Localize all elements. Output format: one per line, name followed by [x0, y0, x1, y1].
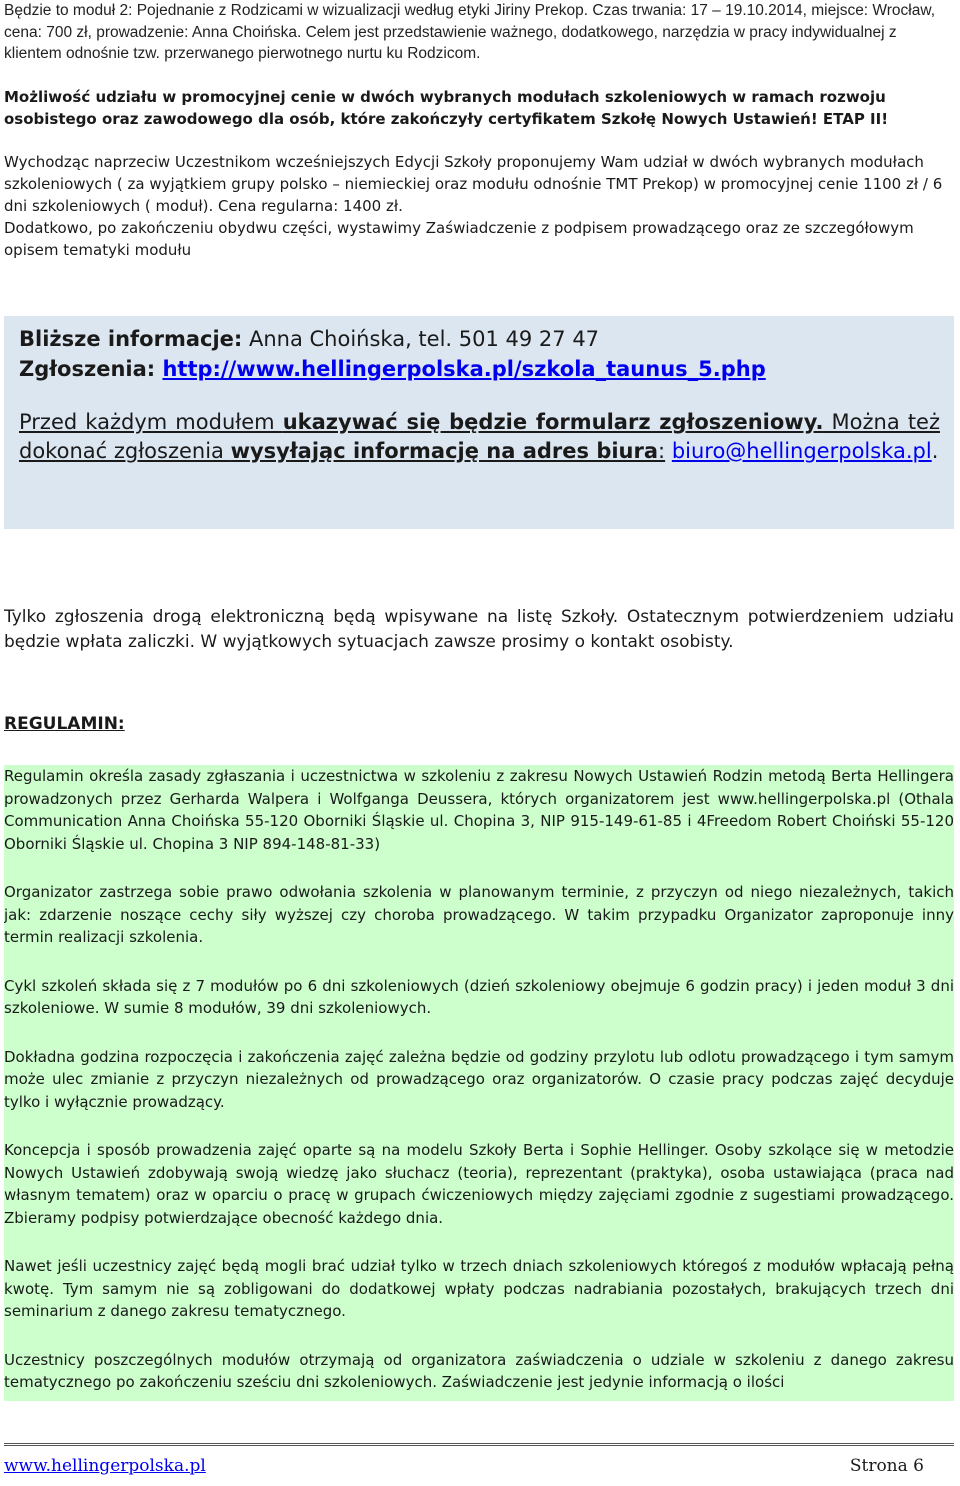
- form-text-5: :: [658, 439, 666, 463]
- registration-note: Tylko zgłoszenia drogą elektroniczną będą wpisywane na listę Szkoły. Ostatecznym potwierdzeniem udziału będzie wpłata zaliczki. W wyjątkowych sytuacjach zawsze prosimy o kontakt osobisty.: [4, 607, 954, 652]
- contact-label: Bliższe informacje:: [19, 327, 243, 351]
- form-text-1: Przed każdym modułem: [19, 410, 283, 434]
- regulamin-paragraph: Koncepcja i sposób prowadzenia zajęć oparte są na modelu Szkoły Berta i Sophie Hellinger. Osoby szkolące się w metodzie Nowych Ustawień zdobywają swoją wiedzę jako słuchacz (teoria), reprezentant (praktyka), osoba ustawiająca (praca nad własnym tematem) oraz w oparciu o pracę w grupach ćwiczeniowych między zajęciami zgodnie z sugestiami prowadzącego. Zbieramy podpisy potwierdzające obecność każdego dnia.: [4, 1141, 954, 1227]
- regulamin-paragraph: Regulamin określa zasady zgłaszania i uczestnictwa w szkoleniu z zakresu Nowych Ustawień Rodzin metodą Berta Hellingera prowadzonych przez Gerharda Walpera i Wolfganga Deussera, których organizatorem jest www.hellingerpolska.pl (Othala Communication Anna Choińska 55-120 Oborniki Śląskie ul. Chopina 3, NIP 915-149-61-85 i 4Freedom Robert Choiński 55-120 Oborniki Śląskie ul. Chopina 3 NIP 894-148-81-33): [4, 767, 954, 853]
- regulamin-paragraph: Nawet jeśli uczestnicy zajęć będą mogli brać udział tylko w trzech dniach szkoleniowych któregoś z modułów wpłacają pełną kwotę. Tym samym nie są zobligowani do dodatkowej wpłaty podczas nadrabiania pozostałych, brakujących trzech dni seminarium z danego zakresu tematycznego.: [4, 1257, 954, 1320]
- regulamin-title: REGULAMIN:: [4, 714, 125, 734]
- promo-body-paragraph-1: Wychodząc naprzeciw Uczestnikom wcześniejszych Edycji Szkoły proponujemy Wam udział w dwóch wybranych modułach szkoleniowych ( za wyjątkiem grupy polsko – niemieckiej oraz modułu odnośnie TMT Prekop) w promocyjnej cenie 1100 zł / 6 dni szkoleniowych ( moduł). Cena regularna: 1400 zł.: [4, 153, 943, 215]
- regulamin-paragraph: Cykl szkoleń składa się z 7 modułów po 6 dni szkoleniowych (dzień szkoleniowy obejmuje 6 godzin pracy) i jeden moduł 3 dni szkoleniowe. W sumie 8 modułów, 39 dni szkoleniowych.: [4, 976, 954, 1017]
- promo-heading: Możliwość udziału w promocyjnej cenie w dwóch wybranych modułach szkoleniowych w ramach rozwoju osobistego oraz zawodowego dla osób, które zakończyły certyfikatem Szkołę Nowych Ustawień! ETAP II!: [4, 88, 889, 128]
- regulamin-paragraph: Dokładna godzina rozpoczęcia i zakończenia zajęć zależna będzie od godziny przylotu lub odlotu prowadzącego i tym samym może ulec zmianie z przyczyn niezależnych od prowadzącego oraz organizatorów. O czasie pracy podczas zajęć decyduje tylko i wyłącznie prowadzący.: [4, 1047, 954, 1111]
- form-text-3: Można też dokonać zgłoszenia: [19, 410, 941, 463]
- footer-site-link[interactable]: www.hellingerpolska.pl: [4, 1456, 206, 1476]
- form-text-4: wysyłając informację na adres biura: [230, 439, 659, 463]
- form-text-2: ukazywać się będzie formularz zgłoszeniowy.: [282, 410, 824, 434]
- signup-line: [19, 354, 940, 384]
- intro-paragraph: Będzie to moduł 2: Pojednanie z Rodzicami w wizualizacji według etyki Jiriny Prekop. Czas trwania: 17 – 19.10.2014, miejsce: Wrocław, cena: 700 zł, prowadzenie: Anna Choińska. Celem jest przedstawienie ważnego, dodatkowego, narzędzia w pracy indywidualnej z klientem odnośnie tzw. przerwanego pierwotnego nurtu ku Rodzicom.: [4, 2, 936, 62]
- form-info: [19, 408, 940, 466]
- email-end: .: [931, 439, 939, 463]
- info-box: [4, 316, 954, 529]
- regulamin-paragraph: Uczestnicy poszczególnych modułów otrzymają od organizatora zaświadczenia o udziale w szkoleniu z danego zakresu tematycznego po zakończeniu sześciu dni szkoleniowych. Zaświadczenie jest jedynie informacją o ilości: [4, 1350, 954, 1391]
- signup-label: Zgłoszenia:: [19, 357, 163, 381]
- signup-link[interactable]: http://www.hellingerpolska.pl/szkola_taunus_5.php: [162, 357, 766, 381]
- regulamin-box: [4, 765, 954, 1401]
- page-number: Strona 6: [849, 1456, 924, 1476]
- promo-body-paragraph-2: Dodatkowo, po zakończeniu obydwu części, wystawimy Zaświadczenie z podpisem prowadzącego oraz ze szczegółowym opisem tematyki modułu: [4, 219, 914, 259]
- email-link[interactable]: biuro@hellingerpolska.pl: [671, 439, 932, 463]
- contact-line: [19, 324, 940, 354]
- promo-body: [4, 151, 954, 261]
- regulamin-paragraph: Organizator zastrzega sobie prawo odwołania szkolenia w planowanym terminie, z przyczyn od niego niezależnych, takich jak: zdarzenie noszące cechy siły wyższej czy choroba prowadzącego. W takim przypadku Organizator zaproponuje inny termin realizacji szkolenia.: [4, 883, 954, 946]
- contact-value: Anna Choińska, tel. 501 49 27 47: [242, 327, 600, 351]
- footer-divider: [4, 1443, 954, 1446]
